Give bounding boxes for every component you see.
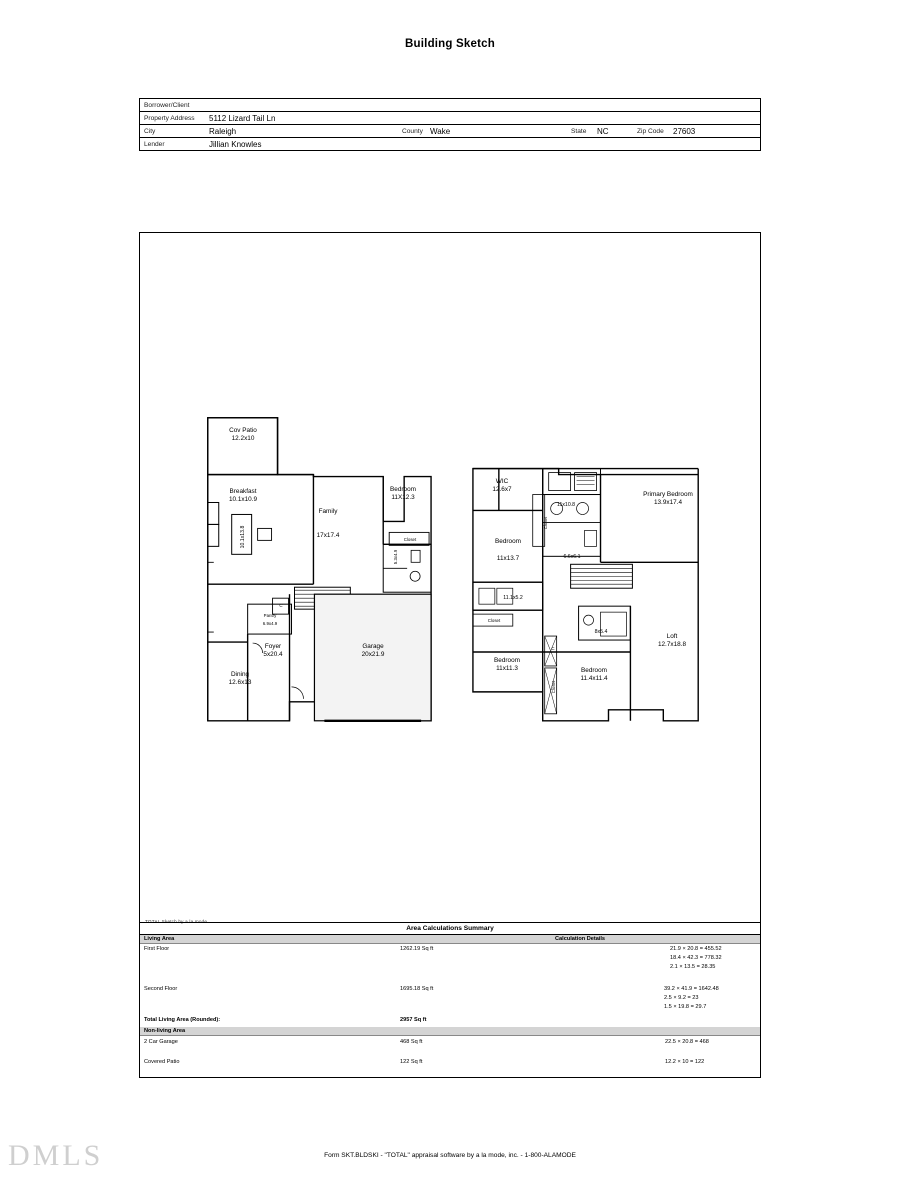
row-second-floor-area: 1695.18 Sq ft — [400, 986, 434, 992]
form-footer: Form SKT.BLDSKI - "TOTAL" appraisal software by a la mode, inc. - 1-800-ALAMODE — [324, 1152, 576, 1159]
city-value: Raleigh — [209, 127, 237, 136]
room-label-bedroom-lower-left: Bedroom 11x11.3 — [494, 657, 520, 672]
sketch-credit: TOTAL Sketch by a la mode — [145, 919, 208, 924]
lender-value: Jillian Knowles — [209, 140, 262, 149]
zip-label: Zip Code — [637, 128, 664, 135]
room-label-breakfast: Breakfast 10.1x10.9 — [228, 488, 258, 503]
property-info-box — [139, 98, 761, 151]
row-second-floor-detail-3: 1.5 × 19.8 = 29.7 — [664, 1004, 707, 1010]
row-first-floor-detail-3: 2.1 × 13.5 = 28.35 — [670, 964, 716, 970]
property-address-label: Property Address — [144, 115, 195, 122]
zip-value: 27603 — [673, 127, 696, 136]
row-second-floor-label: Second Floor — [144, 986, 178, 992]
row-covered-patio-detail: 12.2 × 10 = 122 — [665, 1059, 705, 1065]
room-dim-hall-bath: 11.1x5.2 — [503, 595, 523, 601]
county-value: Wake — [430, 127, 451, 136]
room-label-cov-patio: Cov Patio 12.2x10 — [229, 427, 257, 442]
col-non-living-area: Non-living Area — [144, 1028, 186, 1034]
room-label-wic: WIC 12.6x7 — [492, 478, 512, 493]
row-first-floor-detail-1: 21.9 × 20.8 = 455.52 — [670, 946, 722, 952]
page-title: Building Sketch — [405, 38, 495, 50]
col-calculation-details: Calculation Details — [555, 936, 606, 942]
room-label-c-closet-first: C — [279, 603, 283, 608]
row-covered-patio-area: 122 Sq ft — [400, 1059, 423, 1065]
row-first-floor-detail-2: 18.4 × 42.3 = 778.32 — [670, 955, 722, 961]
room-label-bedroom-first: Bedroom 11X12.3 — [390, 486, 416, 501]
room-dim-primary-bath-inner: 6.6x6.1 — [563, 554, 581, 560]
area-calculations-summary — [140, 922, 760, 1077]
state-label: State — [571, 128, 587, 135]
borrower-label: Borrower/Client — [144, 102, 190, 109]
room-dim-primary-bath: 11x10.8 — [556, 502, 576, 508]
row-second-floor-detail-1: 39.2 × 41.9 = 1642.48 — [664, 986, 719, 992]
room-label-closet-upper: Closet — [543, 516, 548, 530]
total-living-area-label: Total Living Area (Rounded): — [144, 1017, 221, 1023]
room-label-primary-bedroom: Primary Bedroom 13.9x17.4 — [643, 491, 693, 506]
state-value: NC — [597, 127, 609, 136]
room-label-bedroom-upper-left: Bedroom 11x13.7 — [495, 538, 521, 562]
room-label-closet-hall: Closet — [487, 618, 501, 623]
room-dim-family: 17x17.4 — [316, 532, 340, 539]
room-dim-bath-first: 5.3x4.9 — [393, 549, 398, 565]
dmls-watermark: DMLS — [8, 1139, 104, 1172]
room-dim-kitchen: 10.1x13.8 — [240, 525, 246, 549]
band-non-living-area — [140, 1027, 760, 1036]
room-label-loft: Loft 12.7x18.8 — [657, 633, 687, 648]
room-label-c-closet-second: C — [551, 646, 555, 651]
county-label: County — [402, 128, 423, 135]
room-dim-bath-second: 8x5.4 — [594, 629, 608, 635]
row-covered-patio-label: Covered Patio — [144, 1059, 180, 1065]
building-sketch-frame — [139, 232, 761, 1078]
room-label-bedroom-lower-right: Bedroom 11.4x11.4 — [580, 667, 608, 682]
room-label-closet-bedroom: Closet — [403, 537, 417, 542]
room-label-foyer: Foyer 5x20.4 — [263, 643, 283, 658]
band-living-area — [140, 935, 760, 944]
room-label-family: Family — [318, 508, 338, 515]
row-first-floor-area: 1262.19 Sq ft — [400, 946, 434, 952]
property-address-value: 5112 Lizard Tail Ln — [209, 114, 276, 123]
row-second-floor-detail-2: 2.5 × 9.2 = 23 — [664, 995, 699, 1001]
room-label-dining: Dining 12.6x13 — [228, 671, 252, 686]
row-garage-detail: 22.5 × 20.8 = 468 — [665, 1039, 709, 1045]
city-label: City — [144, 128, 156, 135]
room-label-closet-lower: Closet — [551, 680, 556, 694]
room-label-garage: Garage 20x21.9 — [361, 643, 385, 658]
room-label-pantry: Pantry 6.9x4.9 — [262, 613, 278, 626]
calc-summary-title: Area Calculations Summary — [140, 923, 760, 935]
row-first-floor-label: First Floor — [144, 946, 170, 952]
row-garage-label: 2 Car Garage — [144, 1039, 178, 1045]
col-living-area: Living Area — [144, 936, 175, 942]
lender-label: Lender — [144, 141, 165, 148]
total-living-area-value: 2957 Sq ft — [400, 1017, 427, 1023]
row-garage-area: 468 Sq ft — [400, 1039, 423, 1045]
